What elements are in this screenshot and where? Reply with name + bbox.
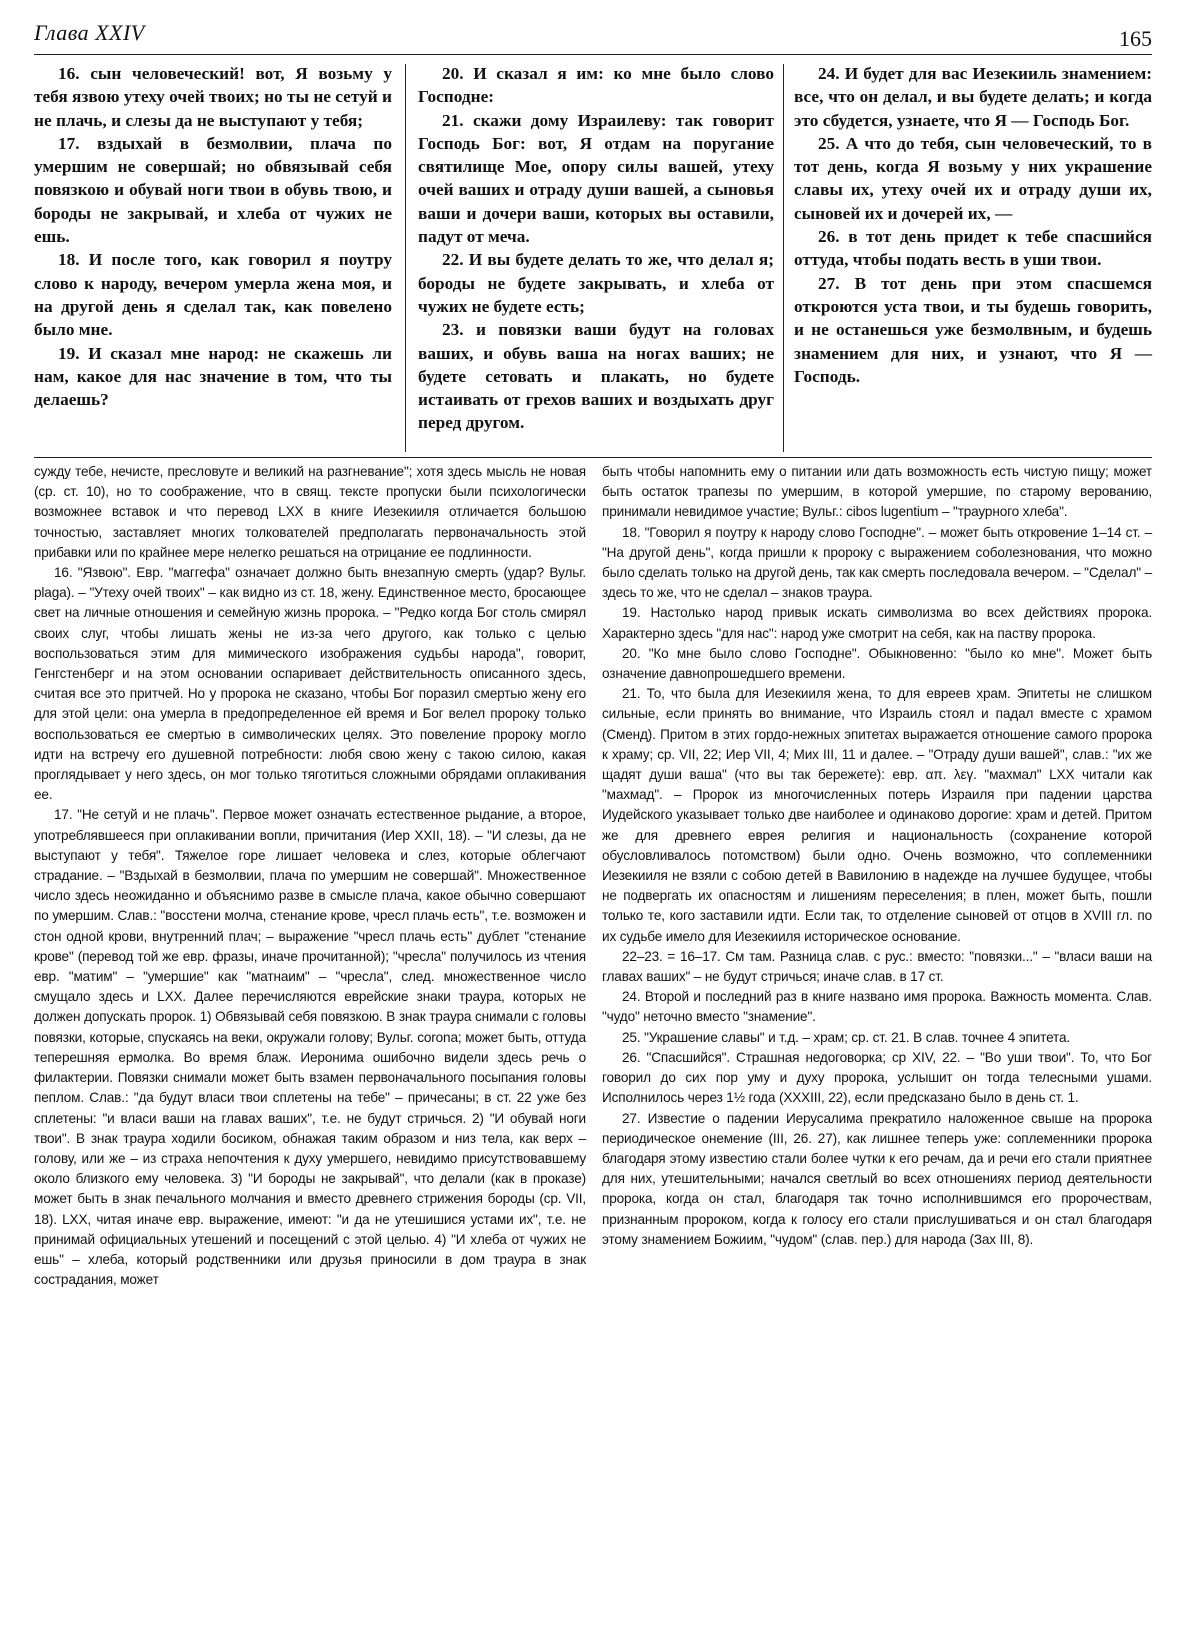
commentary-paragraph: сужду тебе, нечисте, пресловуте и великий на разгневание"; хотя здесь мысль не новая (ср. ст. 10), но то соображение, что в свящ. тексте пропуски были психологически возможнее вставок и что перевод LXX в книге Иезекииля отличается большою точностью, заставляет многих толкователей предполагать первоначальность этой прибавки или по крайнее мере нелегко решаться на отрицание ее подлинности.	[34, 464, 586, 560]
scripture-verse: 18. И после того, как говорил я поутру слово к народу, вечером умерла жена моя, и на другой день я сделал так, как повелено было мне.	[34, 250, 392, 340]
scripture-verse: 23. и повязки ваши будут на головах ваших, и обувь ваша на ногах ваших; не будете сетовать и плакать, но будете истаивать от грехов ваших и воздыхать друг перед другом.	[418, 320, 774, 433]
scripture-verse: 21. скажи дому Израилеву: так говорит Господь Бог: вот, Я отдам на поругание святилище Мое, опору силы вашей, утеху очей ваших и отраду души вашей, а сыновья ваши и дочери ваши, которых вы оставили, падут от меча.	[418, 110, 774, 247]
commentary-paragraph: 19. Настолько народ привык искать символизма во всех действиях пророка. Характерно здесь "для нас": народ уже смотрит на себя, как на паству пророка.	[602, 605, 1152, 641]
commentary-paragraph: 20. "Ко мне было слово Господне". Обыкновенно: "было ко мне". Может быть означение давнопрошедшего времени.	[602, 645, 1152, 682]
commentary-column-right	[602, 462, 1152, 1250]
scripture-verse: 24. И будет для вас Иезекииль знамением: все, что он делал, и вы будете делать; и когда это сбудется, узнаете, что Я — Господь Бог.	[794, 64, 1152, 130]
commentary-paragraph: 16. "Язвою". Евр. "маггефа" означает должно быть внезапную смерть (удар? Вульг. plaga). – "Утеху очей твоих" – как видно из ст. 18, жену. Единственное место, бросающее свет на личные отношения и семейную жизнь пророка. – "Редко когда Бог столь смирял своих слуг, чтобы лишать жены не из-за чего другого, как только с целью воспользоваться этим для мимического изображения судьбы народа", говорит, Генгстенберг и на этом основании оспаривает действительность описанного здесь, считая все это притчей. Но у пророка не сказано, чтобы Бог поразил смертью жену его для этой цели: она умерла в предопределенное ей время и Бог велел пророку только воспользоваться ее смертью в символических целях. Это повеление пророку могло идти на встречу его душевной потребности: любя свою жену с такою силою, какая проглядывает у него здесь, он мог только тяготиться сложными обрядами оплакивания ее.	[34, 565, 586, 803]
commentary-paragraph: 21. То, что была для Иезекииля жена, то для евреев храм. Эпитеты не слишком сильные, если принять во внимание, что Израиль стоял и падал вместе с храмом (Сменд). Притом в этих гордо-нежных эпитетах выражается отношение самого пророка к храму; ср. VII, 22; Иер VII, 4; Мих III, 11 и далее. – "Отраду души вашей", слав.: "их же щадят души ваша" (что вы так бережете): евр. απ. λεγ. "махмал" LXX читали как "махмад". – Пророк из многочисленных потерь Израиля при падении царства Иудейского указывает только две наиболее и одинаково дорогие: храм и детей. Притом же для древнего еврея религия и национальность (сохранение которой обусловливалось потомством) были одно. Очень возможно, что соплеменники Иезекииля не взяли с собою детей в Вавилонию в надежде на лучшее будущее, чтобы не подвергать их опасностям и лишениям переселения; в плен, может быть, пошли только те, кого заставили идти. Если так, то отделение сыновей от отцов в XVIII гл. по их судьбе имело для Иезекииля историческое основание.	[602, 686, 1152, 944]
header-rule	[34, 54, 1152, 55]
scripture-verse: 17. вздыхай в безмолвии, плача по умершим не совершай; но обвязывай себя повязкою и обувай ноги твои в обувь твою, и бороды не закрывай, и хлеба от чужих не ешь.	[34, 133, 392, 247]
scripture-column-2	[418, 62, 774, 454]
commentary-paragraph: 17. "Не сетуй и не плачь". Первое может означать естественное рыдание, а второе, употреблявшееся при оплакивании вопли, причитания (Иер XXII, 18). – "И слезы, да не выступают у тебя". Тяжелое горе лишает человека и слез, которые облегчают страдание. – "Вздыхай в безмолвии, плача по умершим не совершай". Множественное число здесь неожиданно и объяснимо разве в смысле плача, какое обычно совершают по умершим. Слав.: "восстени молча, стенание крове, чресл плачь есть", т.е. возможен и стон одной крови, внутренний плач; – выражение "чресл плачь есть" дублет "стенание крове" (перевод той же евр. фразы, иначе прочитанной); "чресла" получилось из чтения евр. "матим" – "умершие" как "матнаим" – "чресла", след. множественное число смущало здесь и LXX. Далее перечисляются еврейские знаки траура, которых не должен допускать пророк. 1) Обвязывай себя повязкою. В знак траура снимали с головы повязки, которые, спускаясь на веки, окружали голову; Вульг. corona; может быть, оттуда теперешняя ермолка. Во время блаж. Иеронима ошибочно видели здесь речь о филактерии. Повязки снимали может быть взамен первоначального посыпания головы пеплом. Слав.: "да будут власи твои сплетены на тебе" – причесаны; в ст. 22 уже без сплетены: "и власи ваши на главах ваших", т.е. не будут стричься. 2) "И обувай ноги твои". В знак траура ходили босиком, обнажая таким образом и низ тела, как верх – голову, или же – из страха непочтения к духу умершего, невидимо присутствовавшему около близкого ему человека. 3) "И бороды не закрывай", что делали (как в проказе) может быть в знак печального молчания и вместо древнего стрижения бороды (ср. VII, 18). LXX, читая иначе евр. выражение, имеют: "и да не утешишися устами их", т.е. не принимай официальных утешений и посещений с этой целью. 4) "И хлеба от чужих не ешь" – хлеба, который родственники или друзья приносили в дом траура в знак сострадания, может	[34, 807, 586, 1288]
column-rule	[405, 64, 406, 452]
commentary-paragraph: 25. "Украшение славы" и т.д. – храм; ср. ст. 21. В слав. точнее 4 эпитета.	[622, 1029, 1070, 1045]
commentary-paragraph: 26. "Спасшийся". Страшная недоговорка; ср XIV, 22. – "Во уши твои". То, что Бог говорил до сих пор уму и духу пророка, услышит он тогда телесными ушами. Исполнилось через 1½ года (XXXIII, 22), если предсказано было в день ст. 1.	[602, 1049, 1152, 1106]
commentary-paragraph: 22–23. = 16–17. См там. Разница слав. с рус.: вместо: "повязки..." – "власи ваши на главах ваших" – не будут стричься; иначе слав. в 17 ст.	[602, 948, 1152, 985]
scripture-verse: 20. И сказал я им: ко мне было слово Господне:	[418, 64, 774, 107]
scripture-verse: 26. в тот день придет к тебе спасшийся оттуда, чтобы подать весть в уши твои.	[794, 227, 1152, 270]
commentary-paragraph: 24. Второй и последний раз в книге названо имя пророка. Важность момента. Слав. "чудо" неточно вместо "знамение".	[602, 989, 1152, 1025]
scripture-column-1	[34, 62, 392, 454]
scripture-verse: 27. В тот день при этом спасшемся откроются уста твои, и ты будешь говорить, и не останешься уже безмолвным, и будешь знамением для них, и узнают, что Я — Господь.	[794, 273, 1152, 386]
section-rule	[34, 457, 1152, 458]
running-head	[34, 20, 1152, 58]
scripture-verse: 25. А что до тебя, сын человеческий, то в тот день, когда Я возьму у них украшение славы их, утеху очей их и отраду души их, сыновей их и дочерей их, —	[794, 133, 1152, 223]
commentary-column-left	[34, 462, 586, 1290]
chapter-title: Глава XXIV	[34, 20, 145, 45]
scripture-verse: 16. сын человеческий! вот, Я возьму у тебя язвою утеху очей твоих; но ты не сетуй и не плачь, и слезы да не выступают у тебя;	[34, 64, 392, 130]
scripture-verse: 19. И сказал мне народ: не скажешь ли нам, какое для нас значение в том, что ты делаешь?	[34, 343, 392, 410]
commentary-paragraph: 18. "Говорил я поутру к народу слово Господне". – может быть откровение 1–14 ст. – "На другой день", когда пришли к пророку с выражением соболезнования, что можно было сделать только на другой день, так как смерть последовала вечером. – "Сделал" – здесь то же, что не сделал – знаков траура.	[602, 524, 1152, 601]
column-rule	[783, 64, 784, 452]
scripture-column-3	[794, 62, 1152, 454]
scripture-verse: 22. И вы будете делать то же, что делал я; бороды не будете закрывать, и хлеба от чужих не будете есть;	[418, 250, 774, 316]
commentary-paragraph: быть чтобы напомнить ему о питании или дать возможность есть чистую пищу; может быть остаток трапезы по умершим, в которой умершие, по старому верованию, принимали невидимое участие; Вульг.: cibos lugentium – "траурного хлеба".	[602, 464, 1152, 520]
commentary-paragraph: 27. Известие о падении Иерусалима прекратило наложенное свыше на пророка периодическое онемение (III, 26. 27), как лишнее теперь уже: соплеменники пророка благодаря этому известию стали более чутки к его речам, да и речи его стали приятнее для них, утешительными; начался светлый во всех отношениях период деятельности пророка, когда он стал, благодаря так точно исполнившимся его пророчествам, признанным пророком, когда к голосу его стали прислушиваться и он стал благодаря этому знамением Божиим, "чудом" (слав. пер.) для народа (Зах III, 8).	[602, 1110, 1152, 1247]
page-number: 165	[1119, 26, 1152, 51]
